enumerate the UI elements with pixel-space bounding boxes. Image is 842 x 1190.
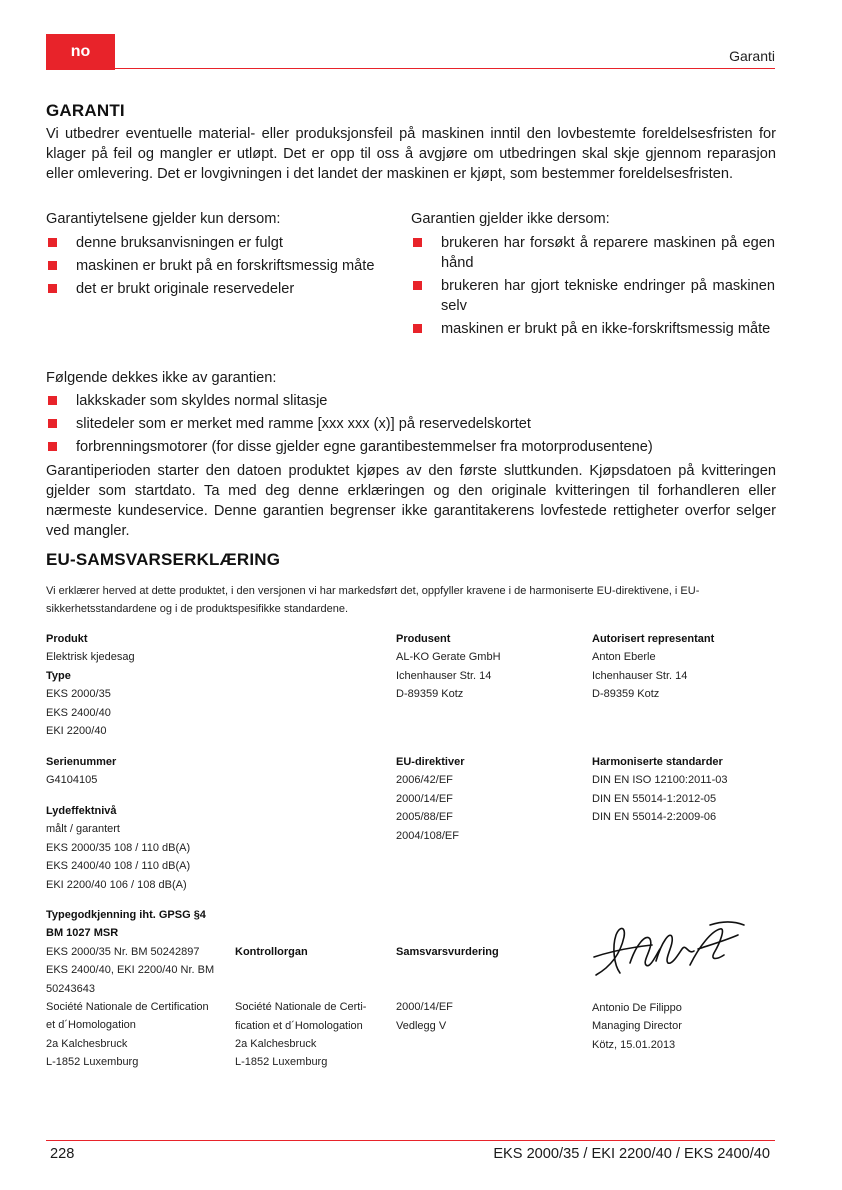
serial-value: G4104105: [46, 774, 98, 787]
authorized-rep-line: D-89359 Kotz: [592, 688, 660, 701]
list-item: brukeren har gjort tekniske endringer på maskinen selv: [411, 276, 775, 316]
list-item: denne bruksanvisningen er fulgt: [46, 233, 406, 253]
directive-item: 2005/88/EF: [396, 811, 453, 824]
directives-block: [396, 753, 586, 845]
type-label: Type: [46, 669, 71, 682]
conformity-line: 2000/14/EF: [396, 1001, 453, 1014]
type-approval-line: L-1852 Luxemburg: [46, 1056, 139, 1069]
conformity-block: [396, 943, 586, 1035]
list-item: slitedeler som er merket med ramme [xxx xxx (x)] på reservedelskortet: [46, 414, 776, 434]
type-approval-label: Typegodkjenning iht. GPSG §4: [46, 909, 206, 921]
footer-model-names: EKS 2000/35 / EKI 2200/40 / EKS 2400/40: [493, 1146, 770, 1162]
list-item: forbrenningsmotorer (for disse gjelder egne garantibestemmelser fra motorprodusentene): [46, 437, 776, 457]
control-body-line: fication et d´Homologation: [235, 1019, 363, 1032]
list-item: maskinen er brukt på en forskriftsmessig måte: [46, 256, 406, 276]
control-body-line: L-1852 Luxemburg: [235, 1056, 328, 1069]
directives-label: EU-direktiver: [396, 756, 465, 768]
warranty-period-text: Garantiperioden starter den datoen produktet kjøpes av den første sluttkunden. Kjøpsdatoen på kvitteringen gjelder som startdato. Ta med deg denne erklæringen og den originale kvitteringen til forhandleren eller nærmeste kundeservice. Denne garantien begrenser ikke garantitakerens lovfestede rettigheter overfor selger ved mangler.: [46, 463, 776, 539]
sound-level-line: målt / garantert: [46, 823, 120, 836]
warranty-exclusions-column: [411, 209, 775, 342]
type-value: EKS 2400/40: [46, 706, 111, 719]
bullet-icon: [48, 238, 57, 247]
control-body-label: Kontrollorgan: [235, 946, 308, 958]
header-divider: [46, 68, 775, 69]
sound-level-line: EKS 2000/35 108 / 110 dB(A): [46, 841, 191, 854]
bullet-icon: [48, 419, 57, 428]
signer-title: Managing Director: [592, 1020, 682, 1033]
bullet-icon: [48, 442, 57, 451]
type-approval-line: Société Nationale de Certification: [46, 1001, 209, 1014]
authorized-rep-line: Anton Eberle: [592, 651, 656, 664]
product-label: Produkt: [46, 633, 88, 645]
control-body-line: Société Nationale de Certi-: [235, 1001, 367, 1014]
authorized-rep-label: Autorisert representant: [592, 633, 715, 645]
bullet-icon: [48, 396, 57, 405]
product-value: Elektrisk kjedesag: [46, 651, 135, 664]
manufacturer-block: [396, 630, 586, 704]
signer-name: Antonio De Filippo: [592, 1002, 682, 1014]
not-covered-heading: Følgende dekkes ikke av garantien:: [46, 370, 277, 386]
bullet-icon: [413, 281, 422, 290]
manufacturer-line: D-89359 Kotz: [396, 688, 464, 701]
list-item: det er brukt originale reservedeler: [46, 279, 406, 299]
product-block: [46, 630, 236, 740]
conformity-label: Samsvarsvurdering: [396, 946, 499, 958]
list-item: brukeren har forsøkt å reparere maskinen på egen hånd: [411, 233, 775, 273]
list-item: maskinen er brukt på en ikke-forskriftsmessig måte: [411, 319, 775, 339]
type-value: EKI 2200/40: [46, 725, 107, 738]
directive-item: 2006/42/EF: [396, 774, 453, 787]
eu-declaration-intro: Vi erklærer herved at dette produktet, i den versjonen vi har markedsført det, oppfyller kravene i de harmoniserte EU-direktivene, i EU-sikkerhetsstandardene og i de produktspesifikke standardene.: [46, 585, 700, 616]
type-approval-line: EKS 2000/35 Nr. BM 50242897: [46, 945, 200, 958]
standards-label: Harmoniserte standarder: [592, 756, 723, 768]
warranty-conditions-column: [46, 209, 406, 302]
control-body-line: 2a Kalchesbruck: [235, 1038, 317, 1051]
type-approval-line: EKS 2400/40, EKI 2200/40 Nr. BM: [46, 964, 215, 977]
list-item: lakkskader som skyldes normal slitasje: [46, 391, 776, 411]
page-header-title: Garanti: [729, 48, 775, 64]
authorized-rep-block: [592, 630, 782, 704]
directive-item: 2004/108/EF: [396, 829, 459, 842]
manufacturer-line: Ichenhauser Str. 14: [396, 669, 492, 682]
sound-level-line: EKI 2200/40 106 / 108 dB(A): [46, 878, 187, 891]
manufacturer-label: Produsent: [396, 633, 451, 645]
sound-level-block: [46, 802, 236, 894]
type-approval-line: et d´Homologation: [46, 1019, 136, 1032]
garanti-intro: Vi utbedrer eventuelle material- eller produksjonsfeil på maskinen inntil den lovbestemte foreldelsesfristen for klager på feil og mangler er utløpt. Det er opp til oss å avgjøre om utbedringen skal skje gjennom reparasjon eller omlevering. Det er lovgivningen i det landet der maskinen er kjøpt, som bestemmer foreldelsesfristen.: [46, 126, 776, 182]
bullet-icon: [413, 324, 422, 333]
signature-image: [590, 915, 750, 985]
bullet-icon: [413, 238, 422, 247]
bullet-icon: [48, 261, 57, 270]
control-body-block: [235, 943, 385, 1072]
type-approval-block: [46, 906, 236, 1072]
standards-block: [592, 753, 782, 827]
garanti-heading: GARANTI: [46, 101, 125, 120]
signer-place-date: Kötz, 15.01.2013: [592, 1038, 676, 1051]
directive-item: 2000/14/EF: [396, 792, 453, 805]
eu-declaration-heading: EU-SAMSVARSERKLÆRING: [46, 550, 281, 569]
type-approval-line: 2a Kalchesbruck: [46, 1037, 128, 1050]
signer-block: [592, 999, 782, 1054]
serial-label: Serienummer: [46, 756, 117, 768]
warranty-exclusions-list: [411, 233, 775, 339]
warranty-conditions-heading: Garantiytelsene gjelder kun dersom:: [46, 211, 281, 227]
type-approval-number: BM 1027 MSR: [46, 927, 119, 940]
bullet-icon: [48, 284, 57, 293]
warranty-exclusions-heading: Garantien gjelder ikke dersom:: [411, 211, 610, 227]
page-number: 228: [50, 1146, 75, 1162]
serial-block: [46, 753, 236, 790]
manufacturer-line: AL-KO Gerate GmbH: [396, 651, 501, 664]
standard-item: DIN EN 55014-1:2012-05: [592, 792, 717, 805]
warranty-conditions-list: [46, 233, 406, 299]
not-covered-section: [46, 368, 776, 460]
language-tab: no: [46, 34, 115, 70]
type-value: EKS 2000/35: [46, 688, 111, 701]
standard-item: DIN EN 55014-2:2009-06: [592, 811, 717, 824]
type-approval-line: 50243643: [46, 982, 95, 995]
conformity-line: Vedlegg V: [396, 1019, 447, 1032]
sound-level-label: Lydeffektnivå: [46, 805, 117, 817]
not-covered-list: [46, 391, 776, 457]
sound-level-line: EKS 2400/40 108 / 110 dB(A): [46, 860, 191, 873]
authorized-rep-line: Ichenhauser Str. 14: [592, 669, 688, 682]
footer-divider: [46, 1140, 775, 1141]
standard-item: DIN EN ISO 12100:2011-03: [592, 774, 728, 787]
